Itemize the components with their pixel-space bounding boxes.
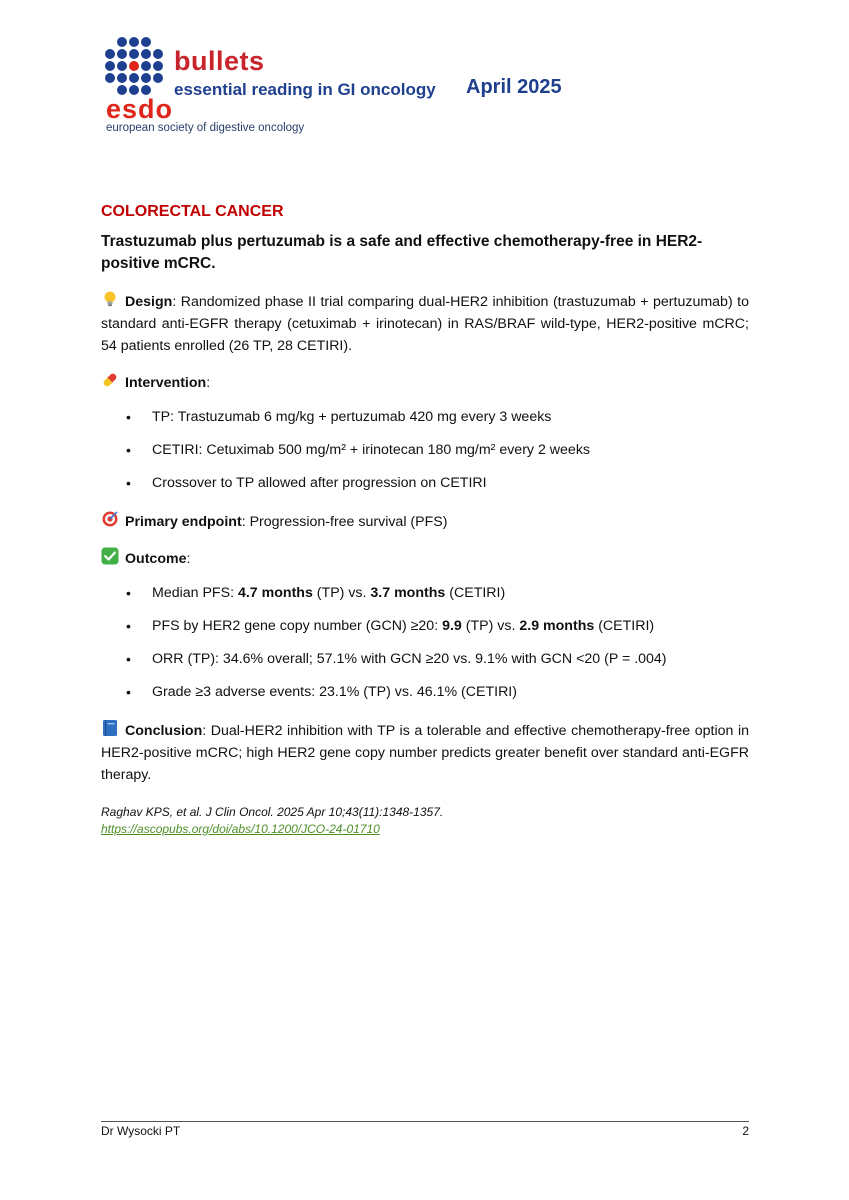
intervention-heading: [101, 371, 749, 394]
conclusion-label: Conclusion: [125, 723, 203, 739]
design-text: : Randomized phase II trial comparing dual-HER2 inhibition (trastuzumab + pertuzumab) to standard anti-EGFR therapy (cetuximab + irinotecan) in RAS/BRAF wild-type, HER2-positive mCRC; 54 patients enrolled (26 TP, 28 CETIRI).: [101, 294, 749, 354]
outcome-colon: :: [186, 551, 191, 567]
primary-endpoint-label: Primary endpoint: [125, 514, 242, 530]
intervention-list: [101, 406, 749, 494]
esdo-logo-icon: [104, 36, 164, 96]
brand-subtitle: essential reading in GI oncology: [174, 80, 436, 99]
outcome-heading: [101, 547, 749, 570]
logo-wordmark: esdo: [106, 94, 174, 124]
list-item: • Grade ≥3 adverse events: 23.1% (TP) vs. 46.1% (CETIRI): [101, 681, 749, 703]
design-label: Design: [125, 294, 173, 310]
list-item: • PFS by HER2 gene copy number (GCN) ≥20: 9.9 (TP) vs. 2.9 months (CETIRI): [101, 615, 749, 637]
list-item: • Crossover to TP allowed after progression on CETIRI: [101, 472, 749, 494]
target-icon: [101, 510, 119, 528]
primary-endpoint-text: : Progression-free survival (PFS): [241, 514, 448, 530]
book-icon: [101, 719, 119, 737]
outcome-label: Outcome: [125, 551, 187, 567]
brand-title: bullets: [174, 46, 265, 76]
pill-icon: [101, 371, 119, 389]
citation: Raghav KPS, et al. J Clin Oncol. 2025 Apr 10;43(11):1348-1357.: [101, 805, 444, 819]
organization-name: european society of digestive oncology: [106, 122, 305, 134]
section-title: COLORECTAL CANCER: [101, 203, 284, 220]
conclusion-paragraph: [101, 719, 749, 786]
list-item: • ORR (TP): 34.6% overall; 57.1% with GCN ≥20 vs. 9.1% with GCN <20 (P = .004): [101, 648, 749, 670]
list-item: • TP: Trastuzumab 6 mg/kg + pertuzumab 420 mg every 3 weeks: [101, 406, 749, 428]
footer-author: Dr Wysocki PT: [101, 1124, 181, 1138]
page-header: [104, 36, 584, 136]
list-item: • CETIRI: Cetuximab 500 mg/m² + irinotecan 180 mg/m² every 2 weeks: [101, 439, 749, 461]
checkmark-icon: [101, 547, 119, 565]
primary-endpoint-paragraph: [101, 510, 749, 533]
page-number: 2: [742, 1124, 749, 1138]
article-headline: Trastuzumab plus pertuzumab is a safe and effective chemotherapy-free in HER2-positive mCRC.: [101, 233, 703, 272]
article: [101, 203, 749, 838]
intervention-colon: :: [206, 375, 211, 391]
reference: [101, 804, 749, 838]
intervention-label: Intervention: [125, 375, 207, 391]
conclusion-text: : Dual-HER2 inhibition with TP is a tolerable and effective chemotherapy-free option in HER2-positive mCRC; high HER2 gene copy number predicts greater benefit over standard anti-EGFR therapy.: [101, 723, 749, 783]
lightbulb-icon: [101, 290, 119, 308]
footer-divider: [101, 1121, 749, 1122]
outcome-list: [101, 582, 749, 703]
reference-link[interactable]: https://ascopubs.org/doi/abs/10.1200/JCO-24-01710: [101, 822, 380, 836]
issue-date: April 2025: [466, 76, 562, 98]
design-paragraph: [101, 290, 749, 357]
list-item: • Median PFS: 4.7 months (TP) vs. 3.7 months (CETIRI): [101, 582, 749, 604]
